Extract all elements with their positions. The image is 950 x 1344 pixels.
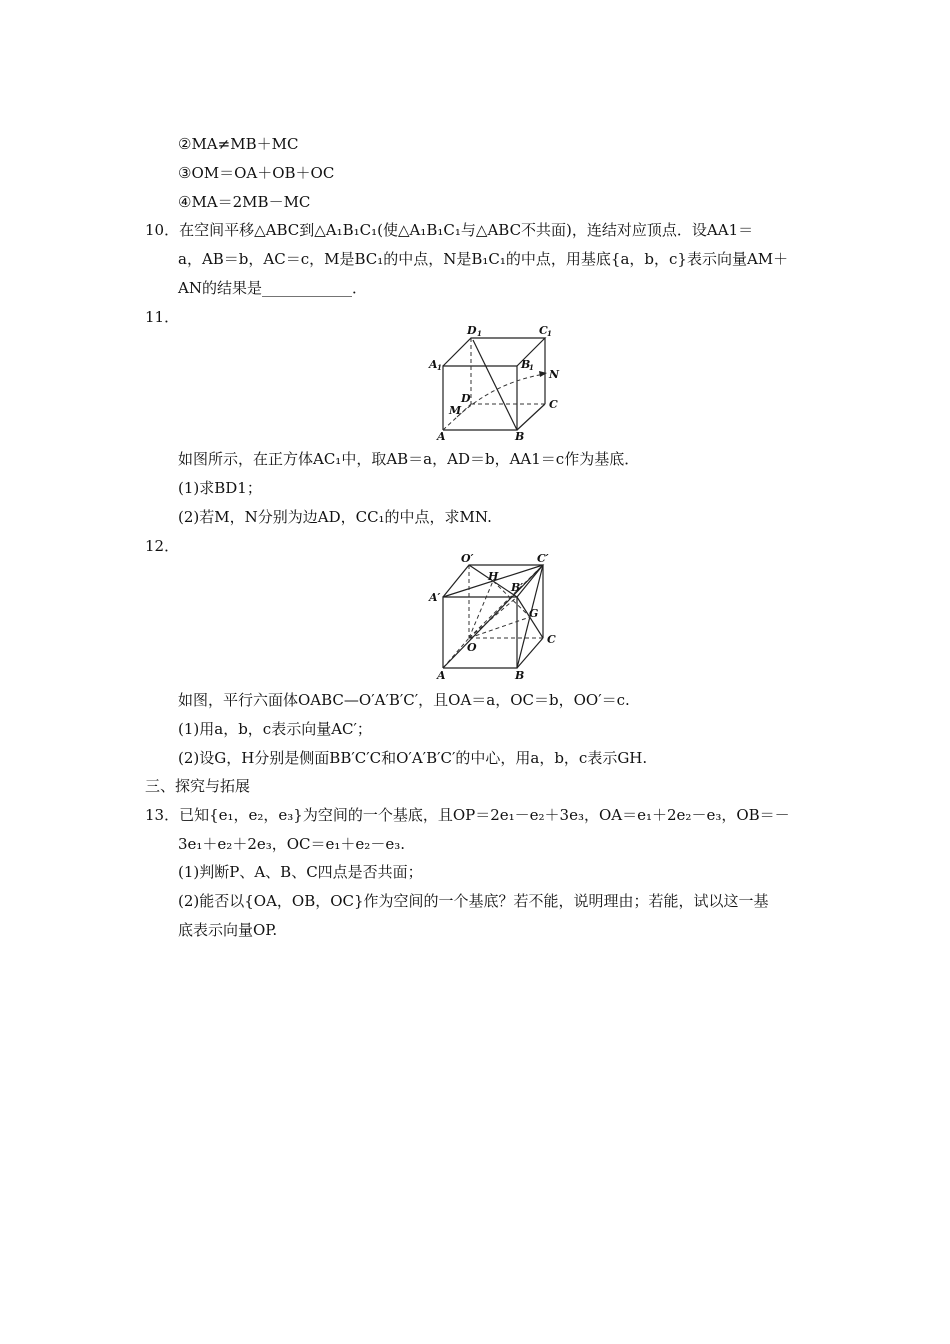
cube-front-face (443, 366, 517, 430)
label-c1-sub: 1 (547, 329, 552, 338)
label-o-prime: O′ (461, 553, 474, 565)
question-13-line-5: 底表示向量OP. (178, 921, 278, 939)
label-d1: D (467, 324, 477, 337)
label-g: G (529, 607, 539, 620)
question-12-line-2: (1)用a，b，c表示向量AC′； (178, 720, 372, 738)
arrow-head-n (539, 371, 547, 377)
option-2: ②MA≠MB＋MC (178, 135, 299, 153)
label-b-prime: B′ (511, 581, 524, 594)
label-c: C (549, 398, 558, 411)
diagonal-bd1 (473, 340, 517, 430)
parallelepiped-figure-12 (425, 553, 565, 681)
label-a-prime: A′ (429, 591, 441, 604)
ray-og (469, 617, 530, 638)
cube-edge-bc (517, 404, 545, 430)
question-10-line-3: AN的结果是____________． (178, 279, 367, 297)
question-13-line-2: 3e₁＋e₂＋2e₃，OC＝e₁＋e₂－e₃. (178, 835, 405, 853)
question-13-line-3: (1)判断P、A、B、C四点是否共面； (178, 863, 423, 881)
question-12-line-3: (2)设G，H分别是侧面BB′C′C和O′A′B′C′的中心，用a，b，c表示GH. (178, 749, 648, 767)
label-c-prime: C′ (537, 553, 549, 565)
question-13-line-4: (2)能否以{OA，OB，OC}作为空间的一个基底？若不能，说明理由；若能，试以这一基 (178, 892, 769, 910)
question-13-line-1: 13．已知{e₁，e₂，e₃}为空间的一个基底，且OP＝2e₁－e₂＋3e₃，OA＝e₁＋2e₂－e₃，OB＝－ (145, 806, 790, 824)
label-a1-sub: 1 (437, 363, 442, 372)
label-n: N (549, 368, 560, 381)
question-11-line-2: (1)求BD1； (178, 479, 262, 497)
section-3-heading: 三、探究与拓展 (145, 777, 251, 795)
label-d: D (461, 392, 471, 405)
label-a: A (437, 430, 446, 442)
label-h: H (488, 570, 499, 583)
label-c: C (547, 633, 556, 646)
label-b1-sub: 1 (529, 363, 534, 372)
label-a1: A (429, 358, 438, 371)
label-o: O (467, 641, 477, 654)
option-4: ④MA＝2MB－MC (178, 193, 311, 211)
label-b: B (515, 430, 525, 442)
question-12-line-1: 如图，平行六面体OABC—O′A′B′C′，且OA＝a，OC＝b，OO′＝c. (178, 691, 630, 709)
cube-figure-11 (425, 322, 565, 442)
question-11-line-3: (2)若M，N分别为边AD，CC₁的中点，求MN. (178, 508, 492, 526)
label-a: A (437, 669, 446, 681)
label-d1-sub: 1 (477, 329, 482, 338)
label-m: M (449, 404, 462, 417)
question-11-line-1: 如图所示，在正方体AC₁中，取AB＝a，AD＝b，AA1＝c作为基底． (178, 450, 640, 468)
ray-ob1 (469, 597, 517, 638)
question-10-line-2: a，AB＝b，AC＝c，M是BC₁的中点，N是B₁C₁的中点，用基底{a，b，c}表示向量AM＋ (178, 250, 789, 268)
question-10-line-1: 10．在空间平移△ABC到△A₁B₁C₁(使△A₁B₁C₁与△ABC不共面)，连结对应顶点．设AA1＝ (145, 221, 754, 239)
label-b: B (515, 669, 525, 681)
question-11-number: 11． (145, 308, 180, 326)
label-b1: B (521, 358, 531, 371)
question-12-number: 12． (145, 537, 180, 555)
label-c1: C (539, 324, 548, 337)
option-3: ③OM＝OA＋OB＋OC (178, 164, 335, 182)
